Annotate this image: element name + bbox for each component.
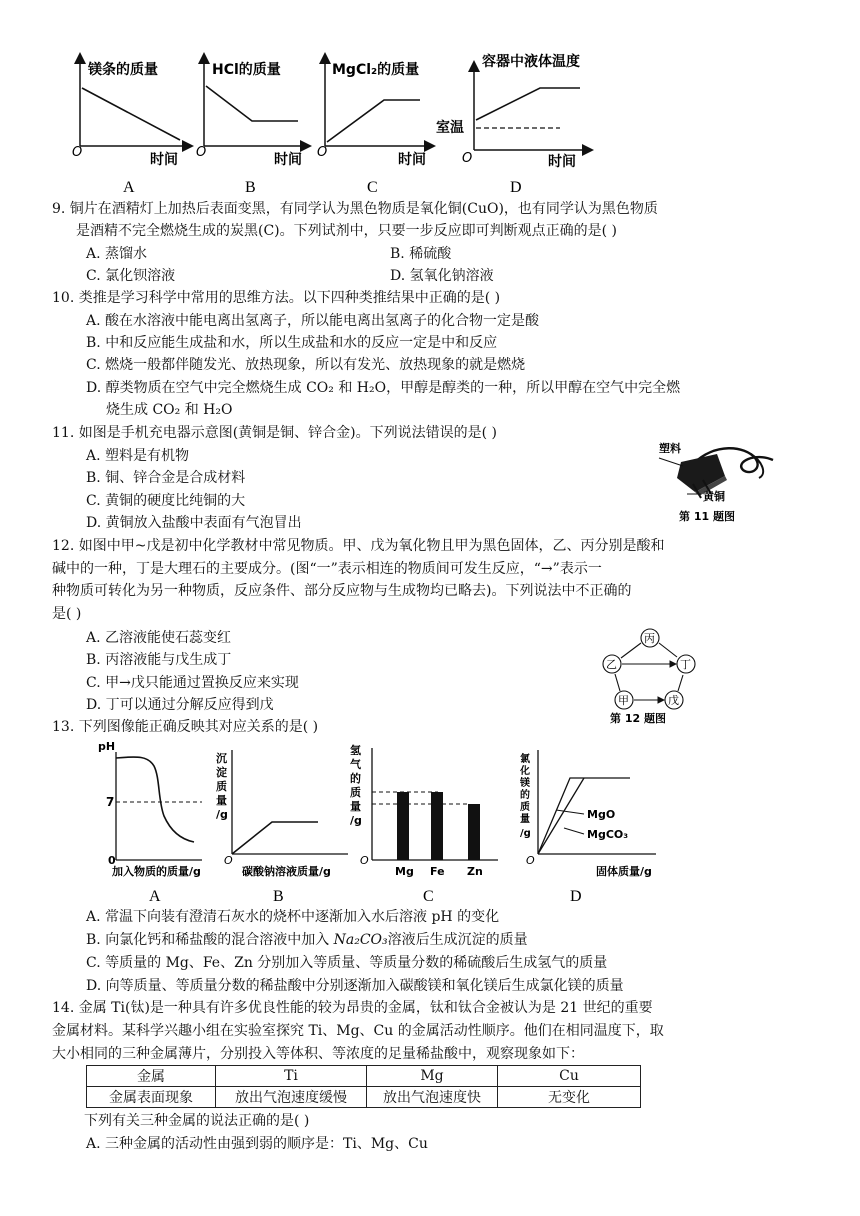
table-header-cell: 金属 — [87, 1066, 216, 1087]
q11-stem: 11. 如图是手机充电器示意图(黄铜是铜、锌合金)。下列说法错误的是( ) — [52, 425, 498, 441]
q12-node-jia: 甲 — [618, 694, 629, 707]
q13-b-ylabel-1: 淀 — [216, 766, 227, 779]
top-a-ylabel: 镁条的质量 — [88, 62, 158, 78]
q10-option-a: A. 酸在水溶液中能电离出氢离子，所以能电离出氢离子的化合物一定是酸 — [86, 313, 540, 329]
q13-a-cap: A — [149, 888, 161, 905]
q13-figures — [90, 738, 690, 906]
q13-stem: 13. 下列图像能正确反映其对应关系的是( ) — [52, 719, 319, 735]
q13-c-bar-zn — [468, 804, 480, 860]
q9-stem-line1: 9. 铜片在酒精灯上加热后表面变黑，有同学认为黑色物质是氧化铜(CuO)，也有同学认为黑色物质 — [52, 201, 658, 217]
q13-b-ylabel-4: /g — [216, 808, 228, 821]
q9-option-d: D. 氢氧化钠溶液 — [390, 268, 494, 284]
q13-option-d: D. 向等质量、等质量分数的稀盐酸中分别逐渐加入碳酸镁和氧化镁后生成氯化镁的质量 — [86, 978, 624, 994]
top-c-xlabel: 时间 — [398, 152, 426, 168]
q13-d-ylabel-2: 镁 — [520, 778, 530, 789]
q14-stem-line3: 大小相同的三种金属薄片，分别投入等体积、等浓度的足量稀盐酸中，观察现象如下： — [52, 1046, 584, 1062]
q10-stem: 10. 类推是学习科学中常用的思维方法。以下四种类推结果中正确的是( ) — [52, 290, 501, 306]
charger-brass-label: 黄铜 — [703, 490, 725, 503]
q11-option-b: B. 铜、锌合金是合成材料 — [86, 470, 246, 486]
q13-option-b — [86, 929, 528, 951]
q12-node-ding: 丁 — [680, 658, 691, 671]
q13-fig-a — [98, 740, 202, 905]
q12-option-d: D. 丁可以通过分解反应得到戊 — [86, 697, 274, 713]
q10-option-b: B. 中和反应能生成盐和水，所以生成盐和水的反应一定是中和反应 — [86, 335, 498, 351]
q13-fig-b — [216, 750, 348, 905]
q13-d-ylabel-6: /g — [520, 828, 531, 839]
table-cell: 金属表面现象 — [87, 1087, 216, 1108]
q12-stem-line1: 12. 如图中甲~戊是初中化学教材中常见物质。甲、戊为氧化物且甲为黑色固体，乙、丙分别是酸和 — [52, 538, 665, 554]
q13-c-bar-fe — [431, 792, 443, 860]
q9-stem-line2: 是酒精不完全燃烧生成的炭黑(C)。下列试剂中，只要一步反应即可判断观点正确的是( ) — [76, 223, 618, 239]
q13-b-ylabel-3: 量 — [216, 794, 227, 807]
top-d-xlabel: 时间 — [548, 154, 576, 170]
table-cell: 无变化 — [498, 1087, 641, 1108]
table-cell: 放出气泡速度缓慢 — [216, 1087, 367, 1108]
table-header-cell: Cu — [498, 1066, 641, 1087]
table-header-cell: Ti — [216, 1066, 367, 1087]
q13-c-ylabel-2: 的 — [350, 772, 361, 785]
q13-c-ylabel-5: /g — [350, 814, 362, 827]
q12-node-bing: 丙 — [644, 632, 655, 645]
q14-stem-line2: 金属材料。某科学兴趣小组在实验室探究 Ti、Mg、Cu 的金属活动性顺序。他们在相同温度下，取 — [52, 1023, 664, 1039]
q13-a-ylabel: pH — [98, 740, 116, 753]
q13-c-ylabel-3: 质 — [350, 786, 361, 799]
q13-fig-c — [350, 743, 498, 905]
table-row — [87, 1087, 641, 1108]
top-fig-a — [72, 58, 188, 196]
q13-d-ylabel-4: 质 — [520, 802, 530, 813]
top-d-ylabel: 容器中液体温度 — [482, 54, 580, 70]
q12-option-a: A. 乙溶液能使石蕊变红 — [86, 630, 232, 646]
q13-c-cat-mg: Mg — [395, 865, 414, 878]
q10-option-d-line1: D. 醇类物质在空气中完全燃烧生成 CO₂ 和 H₂O，甲醇是醇类的一种，所以甲醇在空气中完全燃 — [86, 380, 681, 396]
q13-d-ylabel-3: 的 — [520, 790, 530, 801]
q13-d-ylabel-0: 氯 — [520, 754, 530, 765]
top-fig-b — [196, 58, 306, 196]
q14-sub-stem: 下列有关三种金属的说法正确的是( ) — [84, 1113, 310, 1129]
top-b-xlabel: 时间 — [274, 152, 302, 168]
q12-diagram — [592, 624, 712, 724]
top-figures — [0, 0, 860, 200]
q13-b-ylabel-2: 质 — [216, 780, 227, 793]
q13-c-bar-mg — [397, 792, 409, 860]
q13-option-c: C. 等质量的 Mg、Fe、Zn 分别加入等质量、等质量分数的稀硫酸后生成氢气的质量 — [86, 955, 608, 971]
q12-caption: 第 12 题图 — [610, 712, 666, 724]
q13-c-ylabel-0: 氢 — [350, 744, 361, 757]
table-row — [87, 1066, 641, 1087]
q13-option-b-pre: B. 向氯化钙和稀盐酸的混合溶液中加入 — [86, 932, 334, 948]
top-b-ylabel: HCl的质量 — [212, 62, 281, 78]
q13-c-cat-fe: Fe — [430, 865, 445, 878]
q13-d-ylabel-5: 量 — [520, 814, 530, 825]
q13-fig-d — [519, 750, 656, 905]
q12-node-yi: 乙 — [606, 658, 617, 671]
q12-stem-line4: 是( ) — [52, 606, 82, 622]
top-b-origin: O — [196, 145, 207, 160]
q13-option-b-post: 溶液后生成沉淀的质量 — [387, 932, 528, 948]
top-d-origin: O — [462, 151, 473, 166]
q10-option-d-line2: 烧生成 CO₂ 和 H₂O — [106, 402, 233, 418]
q13-b-ylabel-0: 沉 — [216, 752, 227, 765]
q13-d-ylabel-1: 化 — [520, 766, 530, 777]
q12-stem-line2: 碱中的一种，丁是大理石的主要成分。(图“一”表示相连的物质间可发生反应，“→”表示一 — [52, 561, 602, 577]
q11-option-d: D. 黄铜放入盐酸中表面有气泡冒出 — [86, 515, 302, 531]
q12-option-b: B. 丙溶液能与戊生成丁 — [86, 652, 232, 668]
q13-d-cap: D — [570, 888, 582, 905]
q14-stem-line1: 14. 金属 Ti(钛)是一种具有许多优良性能的较为昂贵的金属，钛和钛合金被认为是 21 世纪的重要 — [52, 1000, 653, 1016]
q14-option-a: A. 三种金属的活动性由强到弱的顺序是：Ti、Mg、Cu — [86, 1136, 428, 1152]
q11-option-c: C. 黄铜的硬度比纯铜的大 — [86, 493, 246, 509]
q9-option-a: A. 蒸馏水 — [86, 246, 148, 262]
top-a-origin: O — [72, 145, 83, 160]
q12-node-wu: 戊 — [668, 694, 679, 707]
top-d-cap: D — [510, 179, 522, 196]
table-cell: 放出气泡速度快 — [367, 1087, 498, 1108]
top-a-cap: A — [123, 179, 135, 196]
table-header-cell: Mg — [367, 1066, 498, 1087]
q13-b-origin: O — [224, 854, 233, 867]
q13-a-xlabel: 加入物质的质量/g — [112, 865, 201, 878]
q13-c-origin: O — [360, 854, 369, 867]
top-c-cap: C — [367, 179, 378, 196]
q11-option-a: A. 塑料是有机物 — [86, 448, 190, 464]
top-fig-c — [317, 58, 430, 196]
charger-plastic-label: 塑料 — [659, 442, 681, 455]
top-b-cap: B — [245, 179, 256, 196]
charger-figure — [655, 432, 785, 528]
top-c-ylabel: MgCl₂的质量 — [332, 62, 420, 78]
q9-option-b: B. 稀硫酸 — [390, 246, 452, 262]
q13-c-cat-zn: Zn — [467, 865, 483, 878]
q13-d-label-mgco3: MgCO₃ — [587, 828, 629, 841]
q13-b-cap: B — [273, 888, 284, 905]
q13-c-ylabel-4: 量 — [350, 800, 361, 813]
q13-option-a: A. 常温下向装有澄清石灰水的烧杯中逐渐加入水后溶液 pH 的变化 — [86, 909, 500, 925]
top-d-ref: 室温 — [436, 120, 464, 136]
q13-a-seven: 7 — [106, 795, 115, 809]
charger-caption: 第 11 题图 — [679, 510, 735, 523]
q12-stem-line3: 种物质可转化为另一种物质，反应条件、部分反应物与生成物均已略去)。下列说法中不正确的 — [52, 583, 632, 599]
top-c-origin: O — [317, 145, 328, 160]
q13-d-origin: O — [526, 854, 535, 867]
top-fig-d — [436, 53, 588, 196]
top-a-xlabel: 时间 — [150, 152, 178, 168]
q13-a-zero: 0 — [108, 854, 116, 867]
q12-option-c: C. 甲→戊只能通过置换反应来实现 — [86, 675, 299, 691]
q13-option-b-formula: Na₂CO₃ — [333, 932, 388, 948]
q10-option-c: C. 燃烧一般都伴随发光、放热现象，所以有发光、放热现象的就是燃烧 — [86, 357, 526, 373]
q13-d-label-mgo: MgO — [587, 808, 616, 821]
q13-d-xlabel: 固体质量/g — [596, 865, 652, 878]
q14-table — [86, 1065, 641, 1108]
q13-c-cap: C — [423, 888, 434, 905]
q9-option-c: C. 氯化钡溶液 — [86, 268, 176, 284]
q13-b-xlabel: 碳酸钠溶液质量/g — [242, 865, 331, 878]
q13-c-ylabel-1: 气 — [350, 758, 361, 771]
